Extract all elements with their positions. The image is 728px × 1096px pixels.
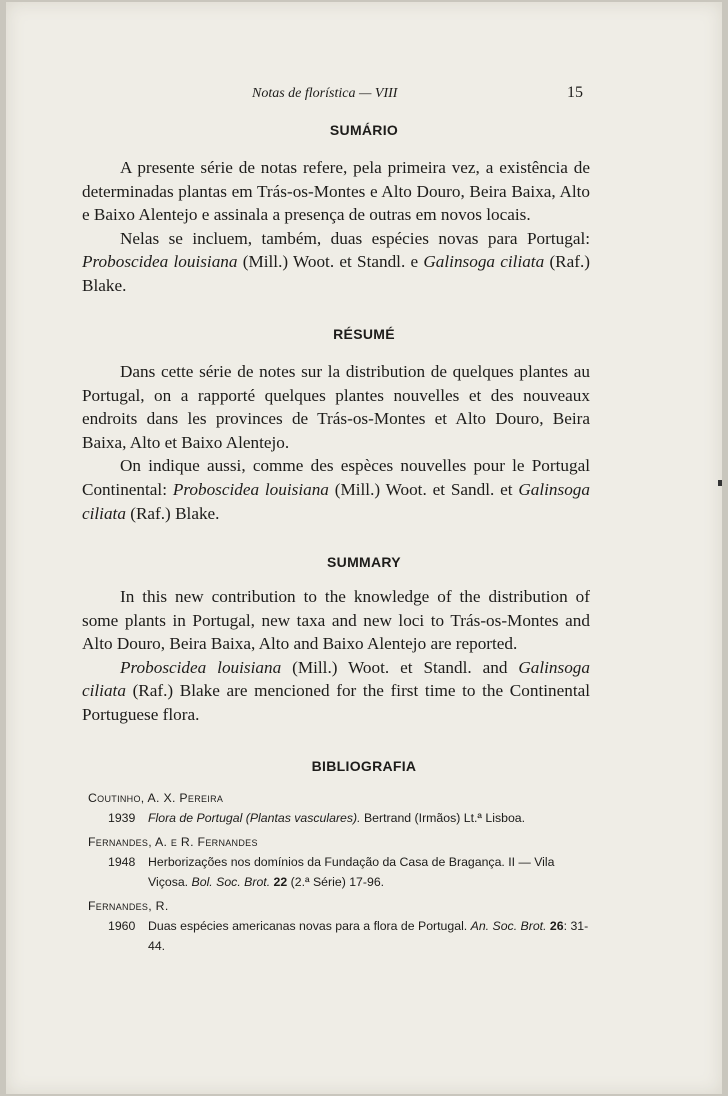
sumario-paragraph-1: A presente série de notas refere, pela primeira vez, a existência de determinadas plantas em Trás-os-Montes e Alto Douro, Beira Baixa, Alto e Baixo Alentejo e assinala a presença de outras em novos locais. xyxy=(82,158,590,225)
bib-pages: (2.ª Série) 17-96. xyxy=(287,875,385,889)
bib-author: Coutinho, A. X. Pereira xyxy=(88,791,224,805)
bibliografia-heading: BIBLIOGRAFIA xyxy=(311,758,417,774)
text-run: (Raf.) Blake. xyxy=(82,252,590,295)
species-name: Proboscidea louisiana xyxy=(120,657,282,677)
sumario-section xyxy=(82,156,590,298)
bib-author: Fernandes, R. xyxy=(88,899,169,913)
running-title: Notas de florística — VIII xyxy=(252,86,398,101)
page-edge-mark xyxy=(718,480,722,486)
page xyxy=(6,2,722,1094)
bib-title: Flora de Portugal (Plantas vasculares). xyxy=(148,811,361,825)
bibliography-list xyxy=(88,788,594,960)
resume-paragraph-1: Dans cette série de notes sur la distribution de quelques plantes au Portugal, on a rapporté quelques plantes nouvelles et des nouveaux endroits dans les provinces de Trás-os-Montes et Alto Douro, Beira Baixa, Alto et Baixo Alentejo. xyxy=(82,362,590,452)
species-name: Proboscidea louisiana xyxy=(172,479,329,499)
text-run: (Mill.) Woot. et Sandl. et xyxy=(328,479,519,499)
bib-volume: 26 xyxy=(546,919,564,933)
bib-publisher: Bertrand (Irmãos) Lt.ª Lisboa. xyxy=(360,811,526,825)
text-run: (Raf.) Blake. xyxy=(125,503,220,523)
species-name: Proboscidea louisiana xyxy=(82,252,238,272)
bib-reference xyxy=(88,852,594,892)
bib-journal: An. Soc. Brot. xyxy=(470,919,547,933)
bibliography-entry xyxy=(88,832,594,892)
bib-volume: 22 xyxy=(270,875,288,889)
resume-paragraph-2 xyxy=(82,454,590,525)
bibliography-entry xyxy=(88,896,594,956)
text-run: (Mill.) Woot. et Standl. and xyxy=(281,657,519,677)
species-name: Galinsoga ciliata xyxy=(423,252,545,272)
species-name: Galinsoga ciliata xyxy=(82,479,590,523)
bib-journal: Bol. Soc. Brot. xyxy=(191,875,271,889)
page-number: 15 xyxy=(567,84,583,101)
text-run: Nelas se incluem, também, duas espécies novas para Portugal: xyxy=(120,228,590,248)
resume-heading: RÉSUMÉ xyxy=(333,326,395,342)
summary-section xyxy=(82,585,590,727)
bib-year: 1960 xyxy=(108,919,136,933)
resume-section xyxy=(82,360,590,525)
sumario-paragraph-2 xyxy=(82,227,590,298)
bib-year: 1948 xyxy=(108,855,136,869)
bib-title: Duas espécies americanas novas para a flora de Portugal. xyxy=(148,919,471,933)
text-run: (Raf.) Blake are mencioned for the first time to the Continental Portuguese flora. xyxy=(82,681,590,724)
summary-heading: SUMMARY xyxy=(327,554,401,570)
text-run: (Mill.) Woot. et Standl. e xyxy=(237,252,424,272)
bibliography-entry xyxy=(88,788,594,828)
bib-reference xyxy=(88,808,594,828)
sumario-heading: SUMÁRIO xyxy=(329,122,399,138)
bib-author: Fernandes, A. e R. Fernandes xyxy=(88,835,258,849)
bib-reference xyxy=(88,916,594,956)
summary-paragraph-1: In this new contribution to the knowledge of the distribution of some plants in Portugal, new taxa and new loci to Trás-os-Montes and Alto Douro, Beira Baixa, Alto and Baixo Alentejo are reported. xyxy=(82,587,590,654)
page-header xyxy=(6,82,722,106)
bib-pages: : 31-44. xyxy=(148,919,589,953)
text-run: On indique aussi, comme des espèces nouvelles pour le Portugal Continental: xyxy=(82,456,590,499)
bib-title: Herborizações nos domínios da Fundação da Casa de Bragança. II — Vila Viçosa. xyxy=(148,855,555,889)
summary-paragraph-2 xyxy=(82,656,590,727)
species-name: Galinsoga ciliata xyxy=(82,657,590,701)
bib-year: 1939 xyxy=(108,811,136,825)
